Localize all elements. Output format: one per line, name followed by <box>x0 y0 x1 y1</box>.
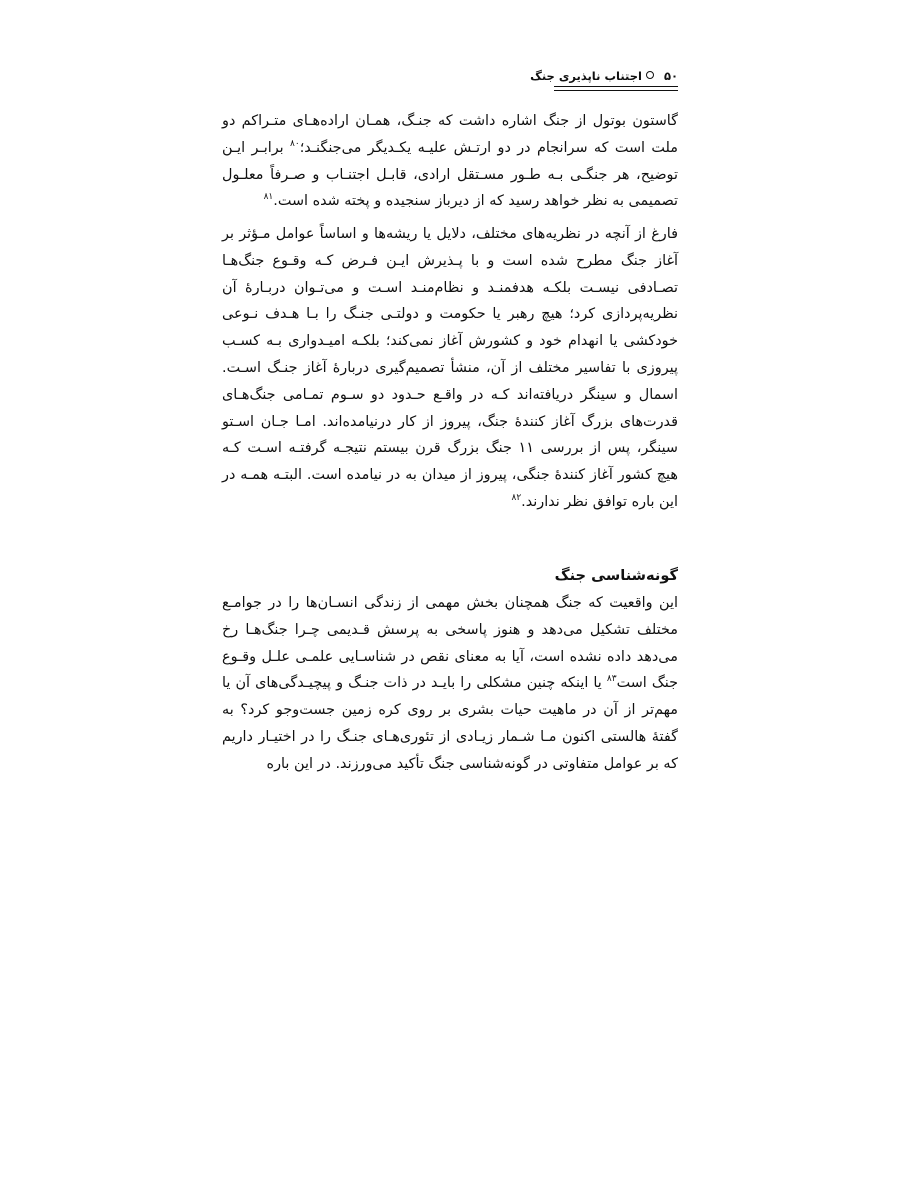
running-title: اجتناب ناپذیری جنگ <box>530 69 642 83</box>
page-number: ۵۰ <box>663 69 678 83</box>
running-header <box>222 66 678 86</box>
footnote-ref-82: ۸۲ <box>511 492 522 503</box>
footnote-ref-83: ۸۳ <box>606 674 617 685</box>
paragraph-1-text-a: گاستون بوتول از جنگ اشاره داشت که جنـگ، همـان اراده‌هـای متـراکم دو ملت است که سرانجام در دو ارتـش علیـه یکـدیگر می‌جنگنـد؛ <box>222 113 679 156</box>
section-heading: گونه‌شناسی جنگ <box>554 567 678 584</box>
circle-separator-icon <box>646 71 654 79</box>
paragraph-2-text: فارغ از آنچه در نظریه‌های مختلف، دلایل یا ریشه‌ها و اساساً عوامل مـؤثر بر آغاز جنگ مطرح شده است و با پـذیرش ایـن فـرض کـه وقـوع جنگ‌هـا تصـادفی نیسـت بلکـه هدفمنـد و نظام‌منـد اسـت و می‌تـوان دربـارهٔ آن نظریه‌پردازی کرد؛ هیچ رهبر یا حکومت و دولتـی جنـگ را بـا هـدف نـوعی خودکشی یا انهدام خود و کشورش آغاز نمی‌کند؛ بلکـه امیـدواری بـه کسـب پیروزی با تفاسیر مختلف از آن، منشأ تصمیم‌گیری دربارهٔ آغاز جنـگ اسـت. اسمال و سینگر دریافته‌اند کـه در واقـع حـدود دو سـوم تمـامی جنگ‌هـای قدرت‌های بزرگ آغاز کنندهٔ جنگ، پیروز از کار درنیامده‌اند. امـا جـان اسـتو سینگر، پس از بررسی ۱۱ جنگ بزرگ قرن بیستم نتیجـه گرفتـه اسـت کـه هیچ کشور آغاز کنندهٔ جنگی، پیروز از میدان به در نیامده است. البتـه همـه در این باره توافق نظر ندارند. <box>222 226 678 510</box>
footnote-ref-80: ۸۰ <box>290 138 300 149</box>
paragraph-1-text-b: برابـر ایـن توضیح، هر جنگـی بـه طـور مسـتقل ارادی، قابـل اجتنـاب و صـرفاً معلـول تصمیمی به نظر خواهد رسید که از دیرباز سنجیده و پخته شده است. <box>222 139 678 210</box>
paragraph-1 <box>222 108 678 215</box>
paragraph-2 <box>222 221 678 516</box>
footnote-ref-81: ۸۱ <box>263 192 274 203</box>
section-paragraph-text-b: یا اینکه چنین مشکلی را بایـد در ذات جنـگ و پیچیـدگی‌های آن یا مهم‌تر از آن در ماهیت حیات بشری بر روی کره زمین جست‌وجو کرد؟ به گفتهٔ هالستی اکنون مـا شـمار زیـادی از تئوری‌هـای جنـگ را در اختیـار داریم که بر عوامل متفاوتی در گونه‌شناسی جنگ تأکید می‌ورزند. در این باره <box>222 675 678 772</box>
section-paragraph-text-a: این واقعیت که جنگ همچنان بخش مهمی از زندگی انسـان‌ها را در جوامـع مختلف تشکیل می‌دهد و هنوز پاسخی به پرسش قـدیمی چـرا جنگ‌هـا رخ می‌دهد داده نشده است، آیا به معنای نقص در شناسـایی علمـی علـل وقـوع جنگ است <box>222 595 678 692</box>
section-paragraph <box>222 590 678 778</box>
header-rule-secondary <box>554 90 678 91</box>
header-rule <box>554 86 678 87</box>
